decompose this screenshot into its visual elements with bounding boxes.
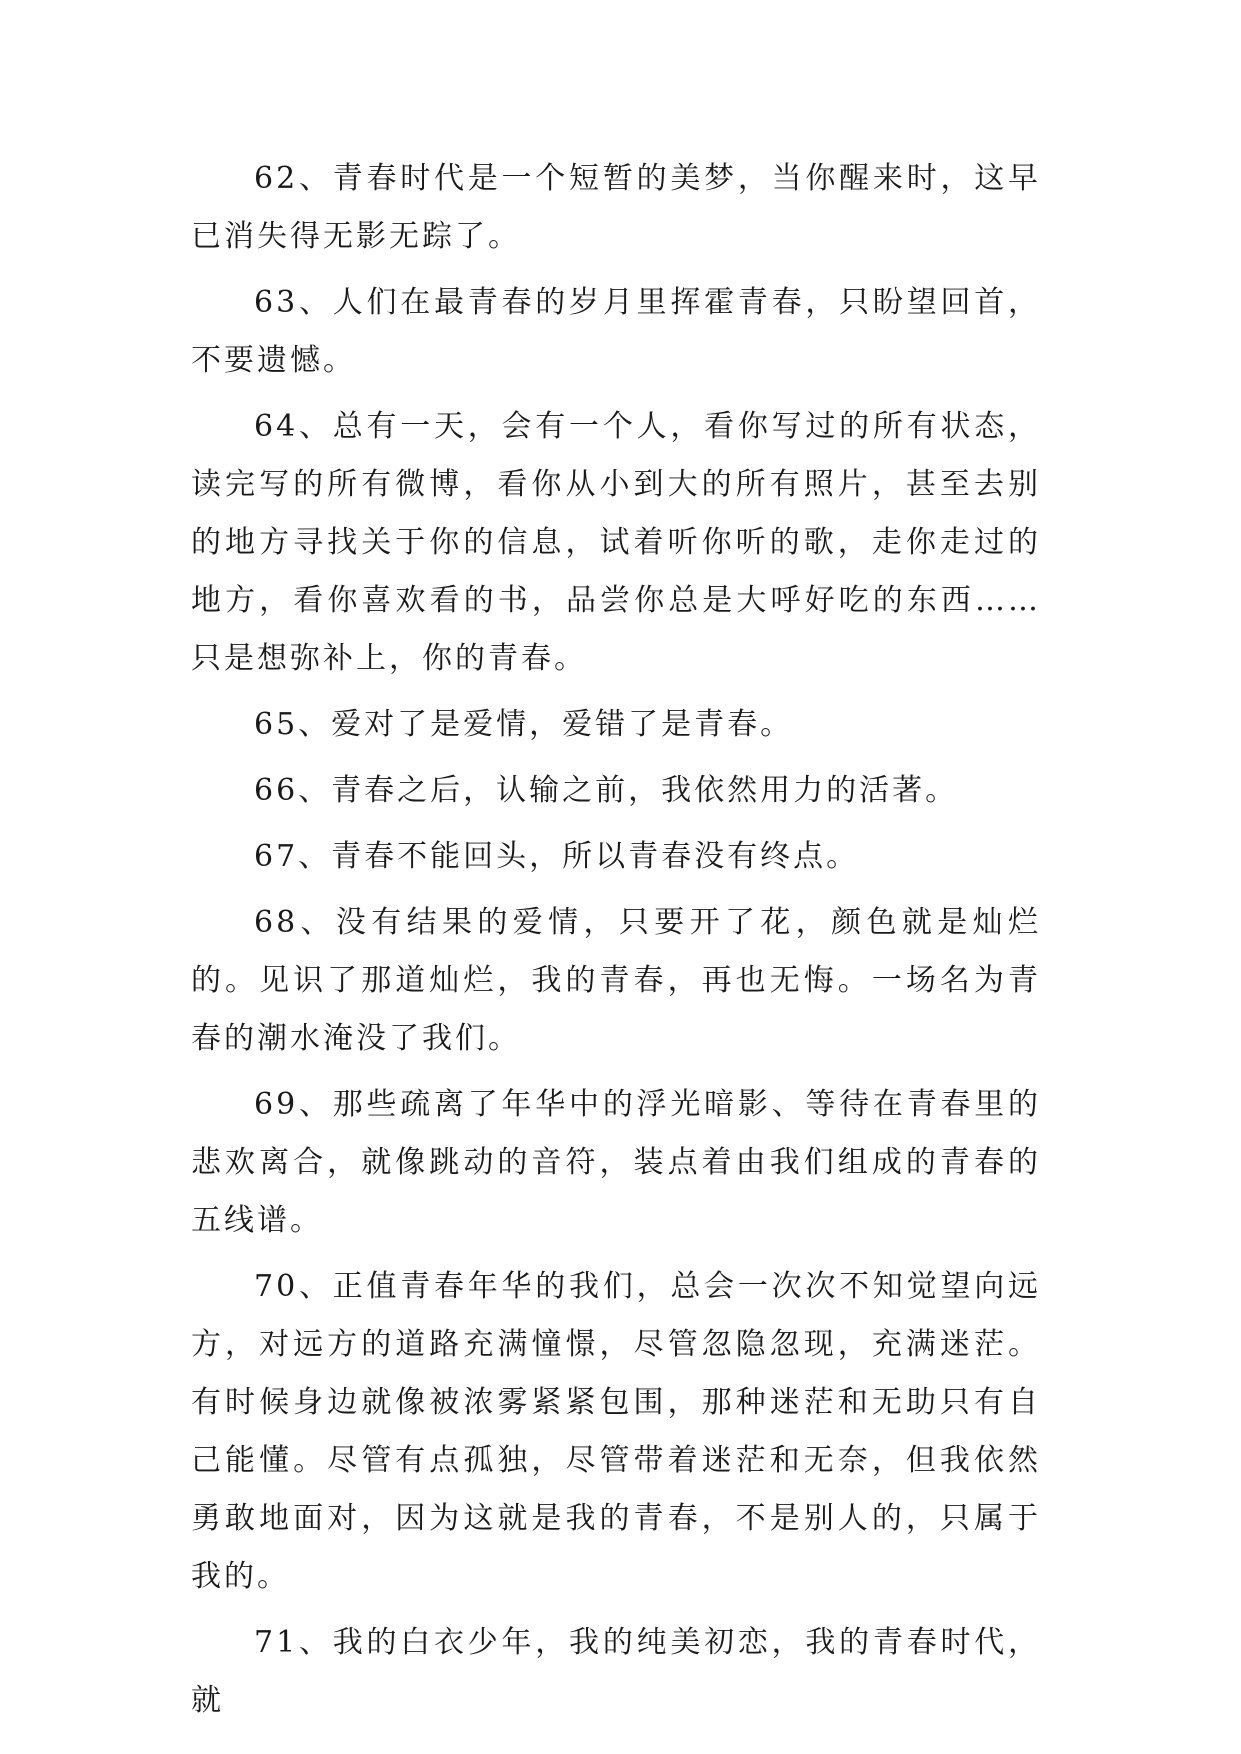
paragraph-64: 64、总有一天，会有一个人，看你写过的所有状态，读完写的所有微博，看你从小到大的所有照片，甚至去别的地方寻找关于你的信息，试着听你听的歌，走你走过的地方，看你喜欢看的书，品尝你总是大呼好吃的东西……只是想弥补上，你的青春。 [191,409,1041,676]
paragraph-69: 69、那些疏离了年华中的浮光暗影、等待在青春里的悲欢离合，就像跳动的音符，装点着由我们组成的青春的五线谱。 [191,1087,1041,1238]
paragraph-67: 67、青春不能回头，所以青春没有终点。 [254,839,860,874]
paragraph-66: 66、青春之后，认输之前，我依然用力的活著。 [254,773,959,808]
paragraph-71: 71、我的白衣少年，我的纯美初恋，我的青春时代，就 [191,1625,1041,1718]
paragraph-62: 62、青春时代是一个短暂的美梦，当你醒来时，这早已消失得无影无踪了。 [191,161,1041,254]
paragraph-63: 63、人们在最青春的岁月里挥霍青春，只盼望回首，不要遗憾。 [191,285,1041,378]
paragraph-65: 65、爱对了是爱情，爱错了是青春。 [254,707,794,742]
paragraph-68: 68、没有结果的爱情，只要开了花，颜色就是灿烂的。见识了那道灿烂，我的青春，再也无悔。一场名为青春的潮水淹没了我们。 [191,905,1041,1056]
paragraph-70: 70、正值青春年华的我们，总会一次次不知觉望向远方，对远方的道路充满憧憬，尽管忽隐忽现，充满迷茫。有时候身边就像被浓雾紧紧包围，那种迷茫和无助只有自己能懂。尽管有点孤独，尽管带着迷茫和无奈，但我依然勇敢地面对，因为这就是我的青春，不是别人的，只属于我的。 [191,1269,1041,1594]
document-body [191,150,1041,1738]
